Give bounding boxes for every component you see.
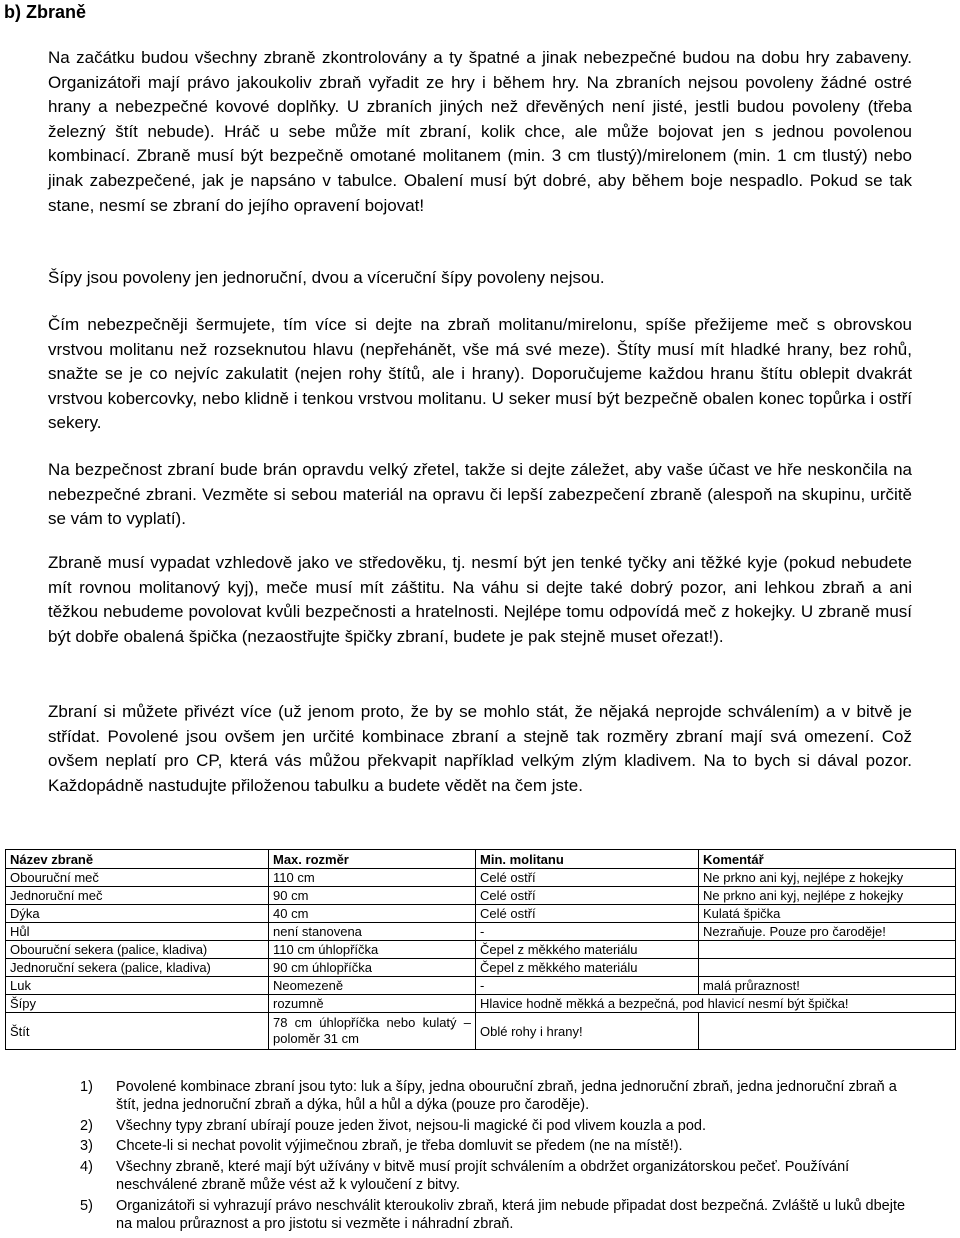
table-row bbox=[6, 941, 956, 959]
note-number: 3) bbox=[80, 1138, 93, 1155]
cell-max-size: 90 cm úhlopříčka bbox=[269, 959, 476, 977]
cell-max-size: 90 cm bbox=[269, 887, 476, 905]
note-text: Organizátoři si vyhrazují právo neschválit kteroukoliv zbraň, která jim nebude připadat dost bezpečná. Zvláště u luků dbejte na malou průraznost a pro jistotu si vezměte i náhradní zbraň. bbox=[116, 1197, 906, 1232]
note-number: 4) bbox=[80, 1159, 93, 1176]
table-row bbox=[6, 869, 956, 887]
cell-comment: malá průraznost! bbox=[699, 977, 956, 995]
cell-weapon-name: Štít bbox=[6, 1013, 269, 1050]
note-number: 1) bbox=[80, 1079, 93, 1095]
table-row bbox=[6, 923, 956, 941]
list-item bbox=[80, 1159, 920, 1195]
cell-merged-note: Hlavice hodně měkká a bezpečná, pod hlavicí nesmí být špička! bbox=[476, 995, 956, 1013]
cell-max-size: 110 cm úhlopříčka bbox=[269, 941, 476, 959]
list-item bbox=[80, 1138, 920, 1156]
cell-max-size: rozumně bbox=[269, 995, 476, 1013]
note-text: Všechny zbraně, které mají být užívány v bitvě musí projít schválením a obdržet organizátorskou pečeť. Používání neschválené zbraně může vést až k vyloučení z bitvy. bbox=[116, 1159, 850, 1193]
header-weapon-name: Název zbraně bbox=[6, 850, 269, 869]
table-row bbox=[6, 977, 956, 995]
cell-comment: Kulatá špička bbox=[699, 905, 956, 923]
note-number: 5) bbox=[80, 1197, 93, 1214]
cell-weapon-name: Jednoruční sekera (palice, kladiva) bbox=[6, 959, 269, 977]
cell-weapon-name: Hůl bbox=[6, 923, 269, 941]
cell-min-foam: Čepel z měkkého materiálu bbox=[476, 941, 699, 959]
cell-weapon-name: Luk bbox=[6, 977, 269, 995]
section-title: b) Zbraně bbox=[4, 2, 87, 22]
header-comment: Komentář bbox=[699, 850, 956, 869]
header-min-foam: Min. molitanu bbox=[476, 850, 699, 869]
cell-weapon-name: Obouruční meč bbox=[6, 869, 269, 887]
note-text: Chcete-li si nechat povolit výjimečnou zbraň, je třeba domluvit se předem (ne na místě!). bbox=[116, 1138, 683, 1155]
table-row bbox=[6, 887, 956, 905]
cell-comment bbox=[699, 959, 956, 977]
paragraph-inspection: Na začátku budou všechny zbraně zkontrolovány a ty špatné a jinak nebezpečné budou na dobu hry zabaveny. Organizátoři mají právo jakoukoliv zbraň vyřadit ze hry i během hry. Na zbraních nejsou povoleny žádné ostré hrany a nebezpečné kovové doplňky. U zbraních jiných než dřevěných není jisté, jestli budou povoleny (třeba železný štít nebude). Hráč u sebe může mít zbraní, kolik chce, ale může bojovat jen s jednou povolenou kombinací. Zbraně musí být bezpečně omotané molitanem (min. 3 cm tlustý)/mirelonem (min. 1 cm tlustý) nebo jinak zabezpečené, jak je napsáno v tabulce. Obalení musí být dobré, aby během boje nespadlo. Pokud se tak stane, nesmí se zbraní do jejího opravení bojovat! bbox=[48, 48, 912, 215]
cell-weapon-name: Jednoruční meč bbox=[6, 887, 269, 905]
cell-comment bbox=[699, 941, 956, 959]
weapons-table bbox=[5, 849, 956, 1050]
list-item bbox=[80, 1198, 920, 1234]
table-row bbox=[6, 1013, 956, 1050]
cell-min-foam: - bbox=[476, 923, 699, 941]
cell-comment: Nezraňuje. Pouze pro čaroděje! bbox=[699, 923, 956, 941]
paragraph-safety: Na bezpečnost zbraní bude brán opravdu velký zřetel, takže si dejte záležet, aby vaše účast ve hře neskončila na nebezpečné zbrani. Vezměte si sebou materiál na opravu či lepší zabezpečení zbraně (alespoň na skupinu, určitě se vám to vyplatí). bbox=[48, 460, 912, 529]
cell-comment bbox=[699, 1013, 956, 1050]
cell-weapon-name: Obouruční sekera (palice, kladiva) bbox=[6, 941, 269, 959]
cell-comment: Ne prkno ani kyj, nejlépe z hokejky bbox=[699, 869, 956, 887]
paragraph-combinations: Zbraní si můžete přivézt více (už jenom proto, že by se mohlo stát, že nějaká neprojde schválením) a v bitvě je střídat. Povolené jsou ovšem jen určité kombinace zbraní a stejně tak rozměry zbraní mají svá omezení. Což ovšem neplatí pro CP, která vás můžou překvapit například velkým zlým kladivem. Na to bych si dával pozor. Každopádně nastudujte přiloženou tabulku a budete vědět na čem jste. bbox=[48, 702, 912, 795]
header-max-size: Max. rozměr bbox=[269, 850, 476, 869]
note-number: 2) bbox=[80, 1117, 93, 1134]
cell-max-size: Neomezeně bbox=[269, 977, 476, 995]
cell-comment: Ne prkno ani kyj, nejlépe z hokejky bbox=[699, 887, 956, 905]
cell-min-foam: Celé ostří bbox=[476, 905, 699, 923]
cell-min-foam: Celé ostří bbox=[476, 887, 699, 905]
cell-weapon-name: Šípy bbox=[6, 995, 269, 1013]
list-item bbox=[80, 1079, 920, 1115]
cell-min-foam: Celé ostří bbox=[476, 869, 699, 887]
list-item bbox=[80, 1118, 920, 1136]
cell-max-size: 78 cm úhlopříčka nebo kulatý – poloměr 31 cm bbox=[269, 1013, 476, 1050]
cell-weapon-name: Dýka bbox=[6, 905, 269, 923]
table-row bbox=[6, 959, 956, 977]
cell-min-foam: Oblé rohy i hrany! bbox=[476, 1013, 699, 1050]
cell-max-size: 110 cm bbox=[269, 869, 476, 887]
note-text: Všechny typy zbraní ubírají pouze jeden život, nejsou-li magické či pod vlivem kouzla a pod. bbox=[116, 1117, 706, 1134]
footnotes-list bbox=[80, 1079, 920, 1236]
cell-max-size: 40 cm bbox=[269, 905, 476, 923]
table-header-row bbox=[6, 850, 956, 869]
paragraph-arrows: Šípy jsou povoleny jen jednoruční, dvou a víceruční šípy povoleny nejsou. bbox=[48, 268, 605, 287]
table-row bbox=[6, 995, 956, 1013]
cell-min-foam: Čepel z měkkého materiálu bbox=[476, 959, 699, 977]
cell-max-size: není stanovena bbox=[269, 923, 476, 941]
table-row bbox=[6, 905, 956, 923]
paragraph-padding: Čím nebezpečněji šermujete, tím více si dejte na zbraň molitanu/mirelonu, spíše přežijeme meč s obrovskou vrstvou molitanu než rozseknutou hlavu (nepřehánět, vše má své meze). Štíty musí mít hladké hrany, bez rohů, snažte se je co nejvíc zakulatit (nejen rohy štítů, ale i hrany). Doporučujeme každou hranu štítu oblepit dvakrát vrstvou kobercovky, nebo klidně i tenkou vrstvou molitanu. U seker musí být bezpečně obalen konec topůrka i ostří sekery. bbox=[48, 315, 912, 433]
cell-min-foam: - bbox=[476, 977, 699, 995]
paragraph-appearance: Zbraně musí vypadat vzhledově jako ve středověku, tj. nesmí být jen tenké tyčky ani těžké kyje (pokud nebudete mít rovnou molitanový kyj), meče musí mít záštitu. Na váhu si dejte také dobrý pozor, ani lehkou zbraň a ani těžkou nebudeme povolovat kvůli bezpečnosti a hratelnosti. Nejlépe tomu odpovídá meč z hokejky. U zbraně musí být dobře obalená špička (nezaostřujte špičky zbraní, budete je pak stejně muset ořezat!). bbox=[48, 553, 912, 646]
note-text: Povolené kombinace zbraní jsou tyto: luk a šípy, jedna obouruční zbraň, jedna jednoruční zbraň, jedna jednoruční zbraň a štít, jedna jednoruční zbraň a dýka, hůl a hůl a dýka (pouze pro čaroděje). bbox=[116, 1079, 897, 1113]
